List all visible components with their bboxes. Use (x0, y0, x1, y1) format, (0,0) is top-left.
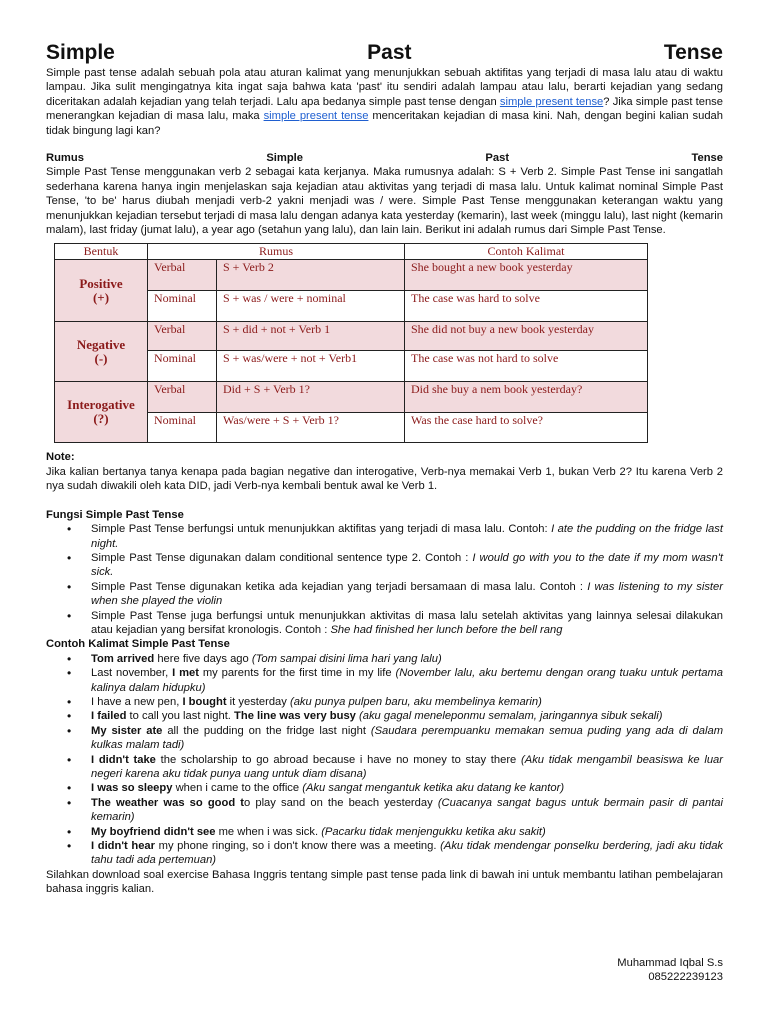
example-translation: (Pacarku tidak menjengukku ketika aku sakit) (321, 825, 546, 838)
rumus-cell: Did + S + Verb 1? (217, 382, 405, 413)
example-verb: I was so sleepy (91, 782, 173, 795)
formula-table (54, 243, 648, 443)
example-translation: (November lalu, aku bertemu dengan orang tuaku untuk pertama kalinya dalam hidupku) (91, 667, 723, 694)
example-translation: (Aku sangat mengantuk ketika aku datang ke kantor) (302, 782, 565, 795)
rumus-cell: S + was / were + nominal (217, 291, 405, 322)
contoh-cell: The case was hard to solve (405, 291, 648, 322)
example-text: when i came to the office (172, 782, 303, 795)
contoh-cell: Was the case hard to solve? (405, 413, 648, 443)
simple-present-tense-link-1[interactable]: simple present tense (499, 95, 604, 108)
title-word-1: Simple (46, 41, 115, 64)
example-text: o play sand on the beach yesterday (244, 796, 438, 809)
example-text: me when i was sick. (215, 825, 322, 838)
author-name: Muhammad Iqbal S.s (617, 957, 723, 969)
form-sign: (?) (93, 411, 109, 427)
rumus-heading-word-1: Rumus (46, 152, 84, 165)
fungsi-example: I would go with you to the date if my mom wasn't sick. (91, 551, 723, 579)
example-text: it yesterday (226, 695, 290, 708)
signature (617, 956, 723, 985)
header-rumus: Rumus (148, 244, 405, 260)
fungsi-example: I ate the pudding on the fridge last night. (91, 523, 723, 550)
form-sign: (-) (94, 350, 108, 366)
form-cell-positive (55, 260, 148, 322)
rumus-cell: Was/were + S + Verb 1? (217, 413, 405, 443)
closing-paragraph: Silahkan download soal exercise Bahasa Inggris tentang simple past tense pada link di bawah ini untuk membantu latihan pembelajaran bahasa inggris kalian. (46, 868, 723, 896)
contoh-list (46, 652, 723, 868)
list-item (91, 695, 723, 709)
contoh-cell: Did she buy a nem book yesterday? (405, 382, 648, 413)
type-cell: Verbal (148, 382, 217, 413)
example-text: here five days ago (154, 652, 252, 665)
list-item (91, 839, 723, 868)
example-translation: (aku punya pulpen baru, aku membelinya kemarin) (289, 695, 542, 708)
fungsi-text: Simple Past Tense digunakan dalam conditional sentence type 2. Contoh : (91, 551, 473, 564)
list-item (91, 825, 723, 839)
author-phone: 085222239123 (648, 971, 723, 984)
example-verb: The line was very busy (234, 710, 356, 723)
list-item (91, 709, 723, 723)
example-text: to call you last night. (126, 710, 235, 723)
fungsi-list (46, 522, 723, 637)
rumus-cell: S + was/were + not + Verb1 (217, 351, 405, 382)
example-translation: (Aku tidak mendengar ponselku berdering, jadi aku tidak tahu tadi ada pertemuan) (91, 840, 724, 867)
example-translation: (Saudara perempuanku memakan semua puding yang ada di dalam kulkas malam tadi) (91, 724, 724, 752)
fungsi-example: She had finished her lunch before the bell rang (330, 623, 563, 636)
title-word-2: Past (367, 41, 412, 64)
list-item (91, 724, 723, 753)
example-translation: (Aku tidak mengambil beasiswa ke luar negeri karena aku tidak punya uang untuk diam disana) (91, 753, 724, 780)
fungsi-title: Fungsi Simple Past Tense (46, 508, 184, 521)
example-text: my phone ringing, so i don't know there was a meeting. (155, 840, 441, 853)
table-row (55, 322, 648, 351)
list-item (91, 796, 723, 825)
example-verb: I failed (91, 710, 127, 723)
form-name: Interogative (67, 397, 135, 413)
form-cell-negative (55, 322, 148, 382)
example-translation: (Cuacanya sangat bagus untuk bermain pasir di pantai kemarin) (91, 796, 724, 824)
list-item (91, 551, 723, 580)
fungsi-text: Simple Past Tense juga berfungsi untuk menunjukkan aktivitas di masa lalu setelah aktivitas yang lainnya selesai dilakukan atau kejadian yang bersifat kronologis. Contoh : (91, 609, 723, 636)
title-word-3: Tense (663, 41, 723, 64)
example-verb: I met (172, 667, 199, 680)
contoh-title: Contoh Kalimat Simple Past Tense (46, 638, 230, 651)
contoh-cell: The case was not hard to solve (405, 351, 648, 382)
example-verb: I didn't take (91, 753, 156, 766)
table-row (55, 260, 648, 291)
type-cell: Nominal (148, 351, 217, 382)
example-text: my parents for the first time in my life (198, 667, 396, 680)
list-item (91, 781, 723, 795)
example-verb: My boyfriend didn't see (91, 825, 216, 838)
note-title: Note: (46, 451, 75, 464)
intro-text-3: menceritakan kejadian di masa kini. Nah, dengan begini kalian sudah tidak bingung lagi kan? (46, 110, 723, 137)
fungsi-example: I was listening to my sister when she played the violin (91, 580, 723, 608)
form-cell-interogative (55, 382, 148, 443)
header-contoh: Contoh Kalimat (405, 244, 648, 260)
form-sign: (+) (92, 289, 110, 305)
list-item (91, 522, 723, 551)
example-text: I have a new pen, (91, 695, 183, 708)
table-row (55, 382, 648, 413)
note-paragraph: Jika kalian bertanya tanya kenapa pada bagian negative dan interogative, Verb-nya memakai Verb 1, bukan Verb 2? Itu karena Verb 2 nya sudah diwakili oleh kata DID, jadi Verb-nya kembali bentuk awal ke Verb 1. (46, 465, 723, 493)
intro-paragraph (46, 66, 723, 138)
contoh-cell: She bought a new book yesterday (405, 260, 648, 291)
type-cell: Nominal (148, 413, 217, 443)
type-cell: Verbal (148, 260, 217, 291)
page-title (46, 40, 723, 66)
type-cell: Nominal (148, 291, 217, 322)
list-item (91, 580, 723, 609)
example-verb: I bought (182, 695, 227, 708)
simple-present-tense-link-2[interactable]: simple present tense (263, 110, 369, 123)
fungsi-text: Simple Past Tense digunakan ketika ada kejadian yang terjadi bersamaan di masa lalu. Contoh : (91, 580, 588, 593)
header-bentuk: Bentuk (55, 244, 148, 260)
type-cell: Verbal (148, 322, 217, 351)
rumus-heading-word-4: Tense (691, 152, 723, 165)
example-translation: (aku gagal meneleponmu semalam, jaringannya sibuk sekali) (359, 710, 663, 723)
rumus-paragraph: Simple Past Tense menggunakan verb 2 sebagai kata kerjanya. Maka rumusnya adalah: S + Verb 2. Simple Past Tense ini sangatlah sederhana karena hanya ingin menjelaskan saja kejadian atau aktivitas yang terjadi di masa lalu. Untuk kalimat nominal Simple Past Tense, 'to be' harus diubah menjadi verb-2 yakni menjadi was / were. Simple Past Tense menggunakan keterangan waktu yang menunjukkan kejadian tersebut terjadi di masa lalu dengan adanya kata yesterday (kemarin), last week (minggu lalu), last night (kemarin malam), last friday (jumat lalu), a year ago (setahun yang lalu), dan lain lain. Berikut ini adalah rumus dari Simple Past Tense. (46, 166, 723, 237)
example-verb: Tom arrived (91, 652, 155, 665)
example-text: the scholarship to go abroad because i have no money to stay there (155, 753, 521, 766)
list-item (91, 753, 723, 782)
list-item (91, 666, 723, 695)
example-text: Last november, (91, 667, 173, 680)
rumus-heading-word-3: Past (485, 152, 510, 165)
rumus-heading (46, 151, 723, 165)
example-translation: (Tom sampai disini lima hari yang lalu) (251, 652, 442, 665)
example-verb: I didn't hear (91, 840, 155, 853)
rumus-heading-word-2: Simple (266, 152, 304, 165)
list-item (91, 609, 723, 638)
list-item (91, 652, 723, 666)
example-verb: My sister ate (91, 724, 163, 737)
rumus-cell: S + Verb 2 (217, 260, 405, 291)
form-name: Positive (79, 275, 123, 291)
intro-text-2: ? Jika simple past tense menerangkan kejadian di masa lalu, maka (46, 95, 724, 123)
intro-text-1: Simple past tense adalah sebuah pola atau aturan kalimat yang menunjukkan sebuah aktifitas yang terjadi di masa lalu atau di waktu lampau. Jika sulit mengingatnya kita ingat saja bahwa kata 'past' itu sendiri adalah lampau atau lalu, berarti kejadian yang sedang diceritakan adalah kejadian yang telah terjadi. Lalu apa bedanya simple past tense dengan (46, 67, 723, 108)
form-name: Negative (76, 336, 126, 352)
example-text: all the pudding on the fridge last night (162, 724, 371, 737)
fungsi-text: Simple Past Tense berfungsi untuk menunjukkan aktifitas yang terjadi di masa lalu. Contoh: (91, 523, 552, 536)
example-verb: The weather was so good t (91, 796, 245, 809)
contoh-cell: She did not buy a new book yesterday (405, 322, 648, 351)
rumus-cell: S + did + not + Verb 1 (217, 322, 405, 351)
